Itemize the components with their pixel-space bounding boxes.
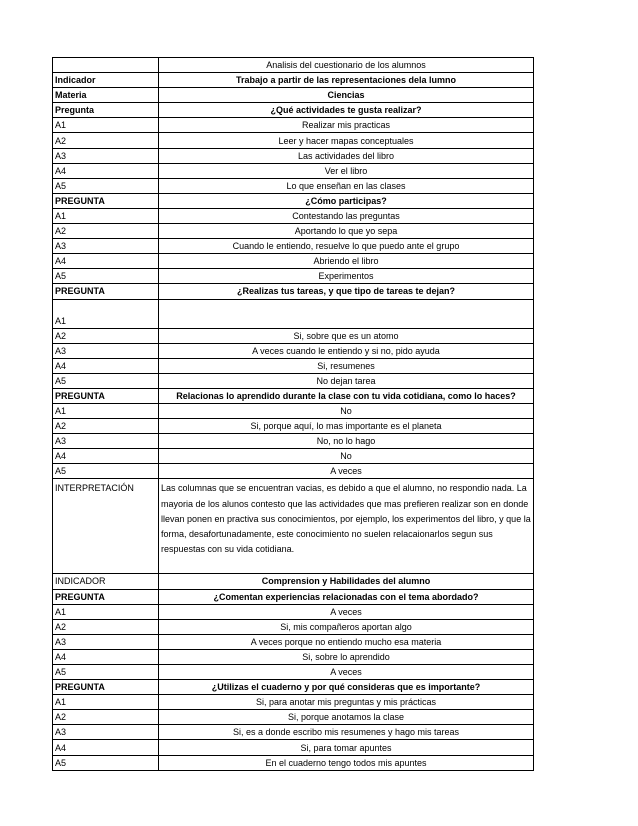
row-label: A5 bbox=[53, 464, 159, 479]
row-text: Leer y hacer mapas conceptuales bbox=[159, 133, 534, 148]
row-text: Si, porque aquí, lo mas importante es el planeta bbox=[159, 419, 534, 434]
row-label: A4 bbox=[53, 358, 159, 373]
row-label: A5 bbox=[53, 178, 159, 193]
row-label: A2 bbox=[53, 224, 159, 239]
row-label: A2 bbox=[53, 328, 159, 343]
row-text: ¿Cómo participas? bbox=[159, 193, 534, 208]
answer-row bbox=[53, 178, 534, 193]
answer-row bbox=[53, 118, 534, 133]
answer-row bbox=[53, 665, 534, 680]
indicator-row bbox=[53, 574, 534, 589]
row-text: Si, para anotar mis preguntas y mis prácticas bbox=[159, 695, 534, 710]
row-text: No, no lo hago bbox=[159, 434, 534, 449]
question-row bbox=[53, 589, 534, 604]
row-label: A1 bbox=[53, 604, 159, 619]
answer-row bbox=[53, 419, 534, 434]
row-label: A5 bbox=[53, 755, 159, 770]
answer-row bbox=[53, 755, 534, 770]
row-text: Experimentos bbox=[159, 269, 534, 284]
row-text: A veces bbox=[159, 464, 534, 479]
row-label: Pregunta bbox=[53, 103, 159, 118]
row-text: Ver el libro bbox=[159, 163, 534, 178]
answer-row bbox=[53, 208, 534, 223]
answer-row bbox=[53, 725, 534, 740]
answer-row bbox=[53, 239, 534, 254]
row-text: Trabajo a partir de las representaciones dela lumno bbox=[159, 73, 534, 88]
row-label: A5 bbox=[53, 665, 159, 680]
row-text: A veces porque no entiendo mucho esa materia bbox=[159, 634, 534, 649]
row-text: ¿Qué actividades te gusta realizar? bbox=[159, 103, 534, 118]
answer-row bbox=[53, 434, 534, 449]
answer-row bbox=[53, 343, 534, 358]
questionnaire-table bbox=[52, 57, 534, 771]
answer-row bbox=[53, 328, 534, 343]
row-text: Realizar mis practicas bbox=[159, 118, 534, 133]
row-label: PREGUNTA bbox=[53, 589, 159, 604]
answer-row bbox=[53, 464, 534, 479]
interpretation-text: Las columnas que se encuentran vacias, es debido a que el alumno, no respondio nada. La mayoria de los alunos contesto que las actividades que mas prefieren realizar son en donde llevan ponen en practiva sus conocimientos, por ejemplo, los experimentos del libro, y que la forma, desafortunadamente, este conocimiento no suelen relacaionarlos segun sus respuestas con su vida cotidiana. bbox=[159, 479, 534, 574]
row-label: A1 bbox=[53, 118, 159, 133]
row-label: INDICADOR bbox=[53, 574, 159, 589]
answer-row bbox=[53, 254, 534, 269]
row-label: PREGUNTA bbox=[53, 193, 159, 208]
answer-row bbox=[53, 695, 534, 710]
row-label: Indicador bbox=[53, 73, 159, 88]
row-label: A3 bbox=[53, 343, 159, 358]
answer-row bbox=[53, 224, 534, 239]
row-text: En el cuaderno tengo todos mis apuntes bbox=[159, 755, 534, 770]
answer-row bbox=[53, 163, 534, 178]
row-label: A2 bbox=[53, 710, 159, 725]
row-text: A veces cuando le entiendo y si no, pido ayuda bbox=[159, 343, 534, 358]
row-label: A3 bbox=[53, 148, 159, 163]
row-text: Comprension y Habilidades del alumno bbox=[159, 574, 534, 589]
row-text: Cuando le entiendo, resuelve lo que puedo ante el grupo bbox=[159, 239, 534, 254]
row-text: Si, para tomar apuntes bbox=[159, 740, 534, 755]
answer-row bbox=[53, 449, 534, 464]
row-text: A veces bbox=[159, 665, 534, 680]
row-label: A4 bbox=[53, 163, 159, 178]
row-text: No bbox=[159, 403, 534, 418]
answer-row bbox=[53, 358, 534, 373]
row-text: ¿Comentan experiencias relacionadas con el tema abordado? bbox=[159, 589, 534, 604]
row-text bbox=[159, 299, 534, 328]
answer-row bbox=[53, 133, 534, 148]
row-text: Contestando las preguntas bbox=[159, 208, 534, 223]
row-label: A1 bbox=[53, 695, 159, 710]
row-text: ¿Realizas tus tareas, y que tipo de tareas te dejan? bbox=[159, 284, 534, 299]
row-label: A4 bbox=[53, 649, 159, 664]
row-label: INTERPRETACIÓN bbox=[53, 479, 159, 574]
row-label: A1 bbox=[53, 299, 159, 328]
title-row bbox=[53, 58, 534, 73]
answer-row bbox=[53, 148, 534, 163]
question-row bbox=[53, 88, 534, 103]
row-label: A2 bbox=[53, 419, 159, 434]
row-label: PREGUNTA bbox=[53, 388, 159, 403]
row-text: Aportando lo que yo sepa bbox=[159, 224, 534, 239]
answer-row bbox=[53, 740, 534, 755]
answer-row bbox=[53, 403, 534, 418]
row-text: Si, es a donde escribo mis resumenes y hago mis tareas bbox=[159, 725, 534, 740]
row-label: A5 bbox=[53, 269, 159, 284]
interpretation-row bbox=[53, 479, 534, 574]
question-row bbox=[53, 193, 534, 208]
row-text: Ciencias bbox=[159, 88, 534, 103]
row-label: PREGUNTA bbox=[53, 284, 159, 299]
row-label: A3 bbox=[53, 239, 159, 254]
row-label: PREGUNTA bbox=[53, 680, 159, 695]
row-text: Abriendo el libro bbox=[159, 254, 534, 269]
row-text: No bbox=[159, 449, 534, 464]
row-label: A1 bbox=[53, 208, 159, 223]
row-label: A3 bbox=[53, 634, 159, 649]
answer-row bbox=[53, 619, 534, 634]
row-text: Si, porque anotamos la clase bbox=[159, 710, 534, 725]
row-text: Si, mis compañeros aportan algo bbox=[159, 619, 534, 634]
row-label: A2 bbox=[53, 619, 159, 634]
row-label: A3 bbox=[53, 725, 159, 740]
questionnaire-table-body bbox=[53, 58, 534, 771]
question-row bbox=[53, 73, 534, 88]
row-label: A1 bbox=[53, 403, 159, 418]
row-text: Si, resumenes bbox=[159, 358, 534, 373]
row-text: Si, sobre que es un atomo bbox=[159, 328, 534, 343]
row-label: A4 bbox=[53, 254, 159, 269]
row-label: A5 bbox=[53, 373, 159, 388]
row-label: A3 bbox=[53, 434, 159, 449]
row-text: No dejan tarea bbox=[159, 373, 534, 388]
row-label: A4 bbox=[53, 449, 159, 464]
answer-row bbox=[53, 299, 534, 328]
answer-row bbox=[53, 649, 534, 664]
question-row bbox=[53, 103, 534, 118]
question-row bbox=[53, 388, 534, 403]
row-text: Lo que enseñan en las clases bbox=[159, 178, 534, 193]
row-label: A2 bbox=[53, 133, 159, 148]
title-label-cell bbox=[53, 58, 159, 73]
row-label: Materia bbox=[53, 88, 159, 103]
row-text: Relacionas lo aprendido durante la clase con tu vida cotidiana, como lo haces? bbox=[159, 388, 534, 403]
answer-row bbox=[53, 269, 534, 284]
answer-row bbox=[53, 604, 534, 619]
sheet-title: Analisis del cuestionario de los alumnos bbox=[159, 58, 534, 73]
row-text: ¿Utilizas el cuaderno y por qué consideras que es importante? bbox=[159, 680, 534, 695]
row-label: A4 bbox=[53, 740, 159, 755]
row-text: Las actividades del libro bbox=[159, 148, 534, 163]
question-row bbox=[53, 680, 534, 695]
answer-row bbox=[53, 634, 534, 649]
answer-row bbox=[53, 710, 534, 725]
answer-row bbox=[53, 373, 534, 388]
row-text: A veces bbox=[159, 604, 534, 619]
row-text: Si, sobre lo aprendido bbox=[159, 649, 534, 664]
question-row bbox=[53, 284, 534, 299]
